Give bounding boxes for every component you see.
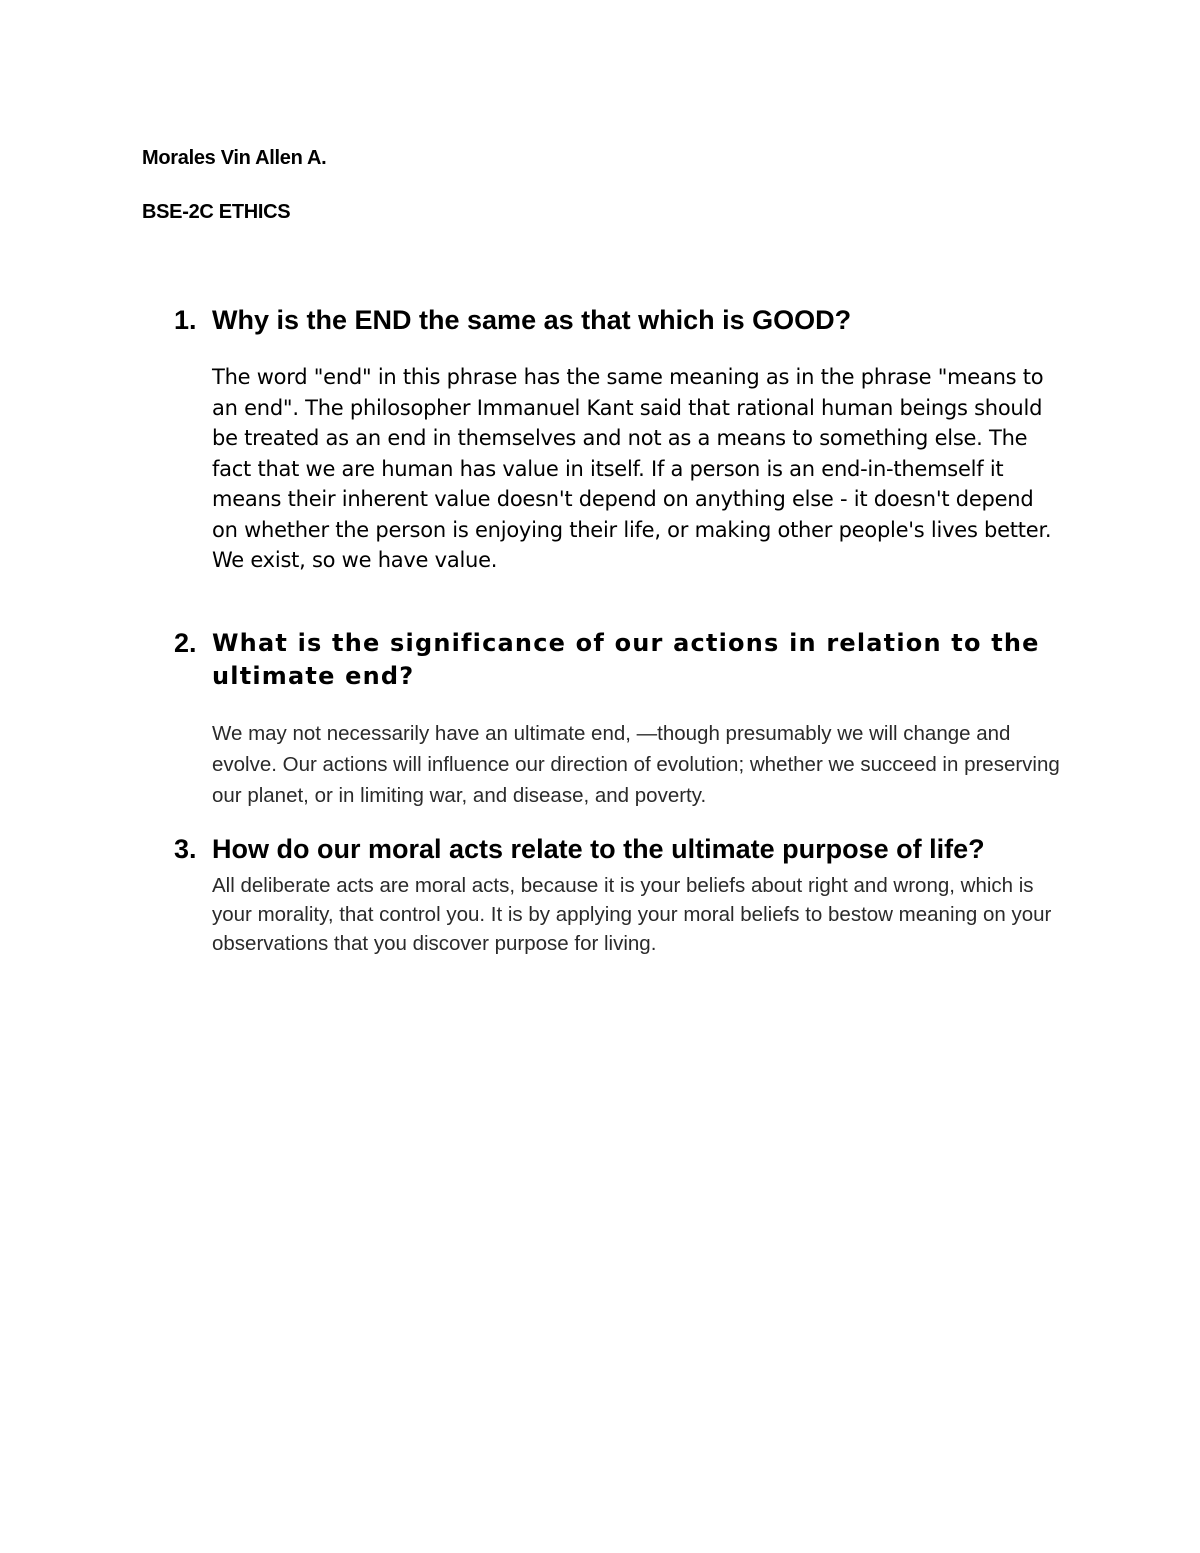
answer-2: We may not necessarily have an ultimate end, —though presumably we will change and evolve. Our actions will influence our direction of evolution; whether we succeed in preserving our planet, or in limiting war, and disease, and poverty.: [212, 722, 1060, 807]
answer-1: The word "end" in this phrase has the same meaning as in the phrase "means to an end". The philosopher Immanuel Kant said that rational human beings should be treated as an end in themselves and not as a means to something else. The fact that we are human has value in itself. If a person is an end-in-themself it means their inherent value doesn't depend on anything else - it doesn't depend on whether the person is enjoying their life, or making other people's lives better. We exist, so we have value.: [212, 365, 1052, 572]
question-2: [174, 627, 1074, 693]
question-number: 1.: [174, 305, 197, 335]
course-label: BSE-2C ETHICS: [142, 201, 291, 223]
question-text: How do our moral acts relate to the ultimate purpose of life?: [212, 834, 985, 864]
question-1: [174, 304, 1074, 337]
question-number: 2.: [174, 628, 197, 658]
question-text: What is the significance of our actions in relation to the ultimate end?: [212, 629, 1040, 690]
author-name: Morales Vin Allen A.: [142, 147, 327, 169]
answer-3: All deliberate acts are moral acts, because it is your beliefs about right and wrong, which is your morality, that control you. It is by applying your moral beliefs to bestow meaning on your observations that you discover purpose for living.: [212, 874, 1052, 955]
question-text: Why is the END the same as that which is GOOD?: [212, 305, 852, 335]
question-number: 3.: [174, 834, 197, 864]
question-3: [174, 833, 1074, 866]
